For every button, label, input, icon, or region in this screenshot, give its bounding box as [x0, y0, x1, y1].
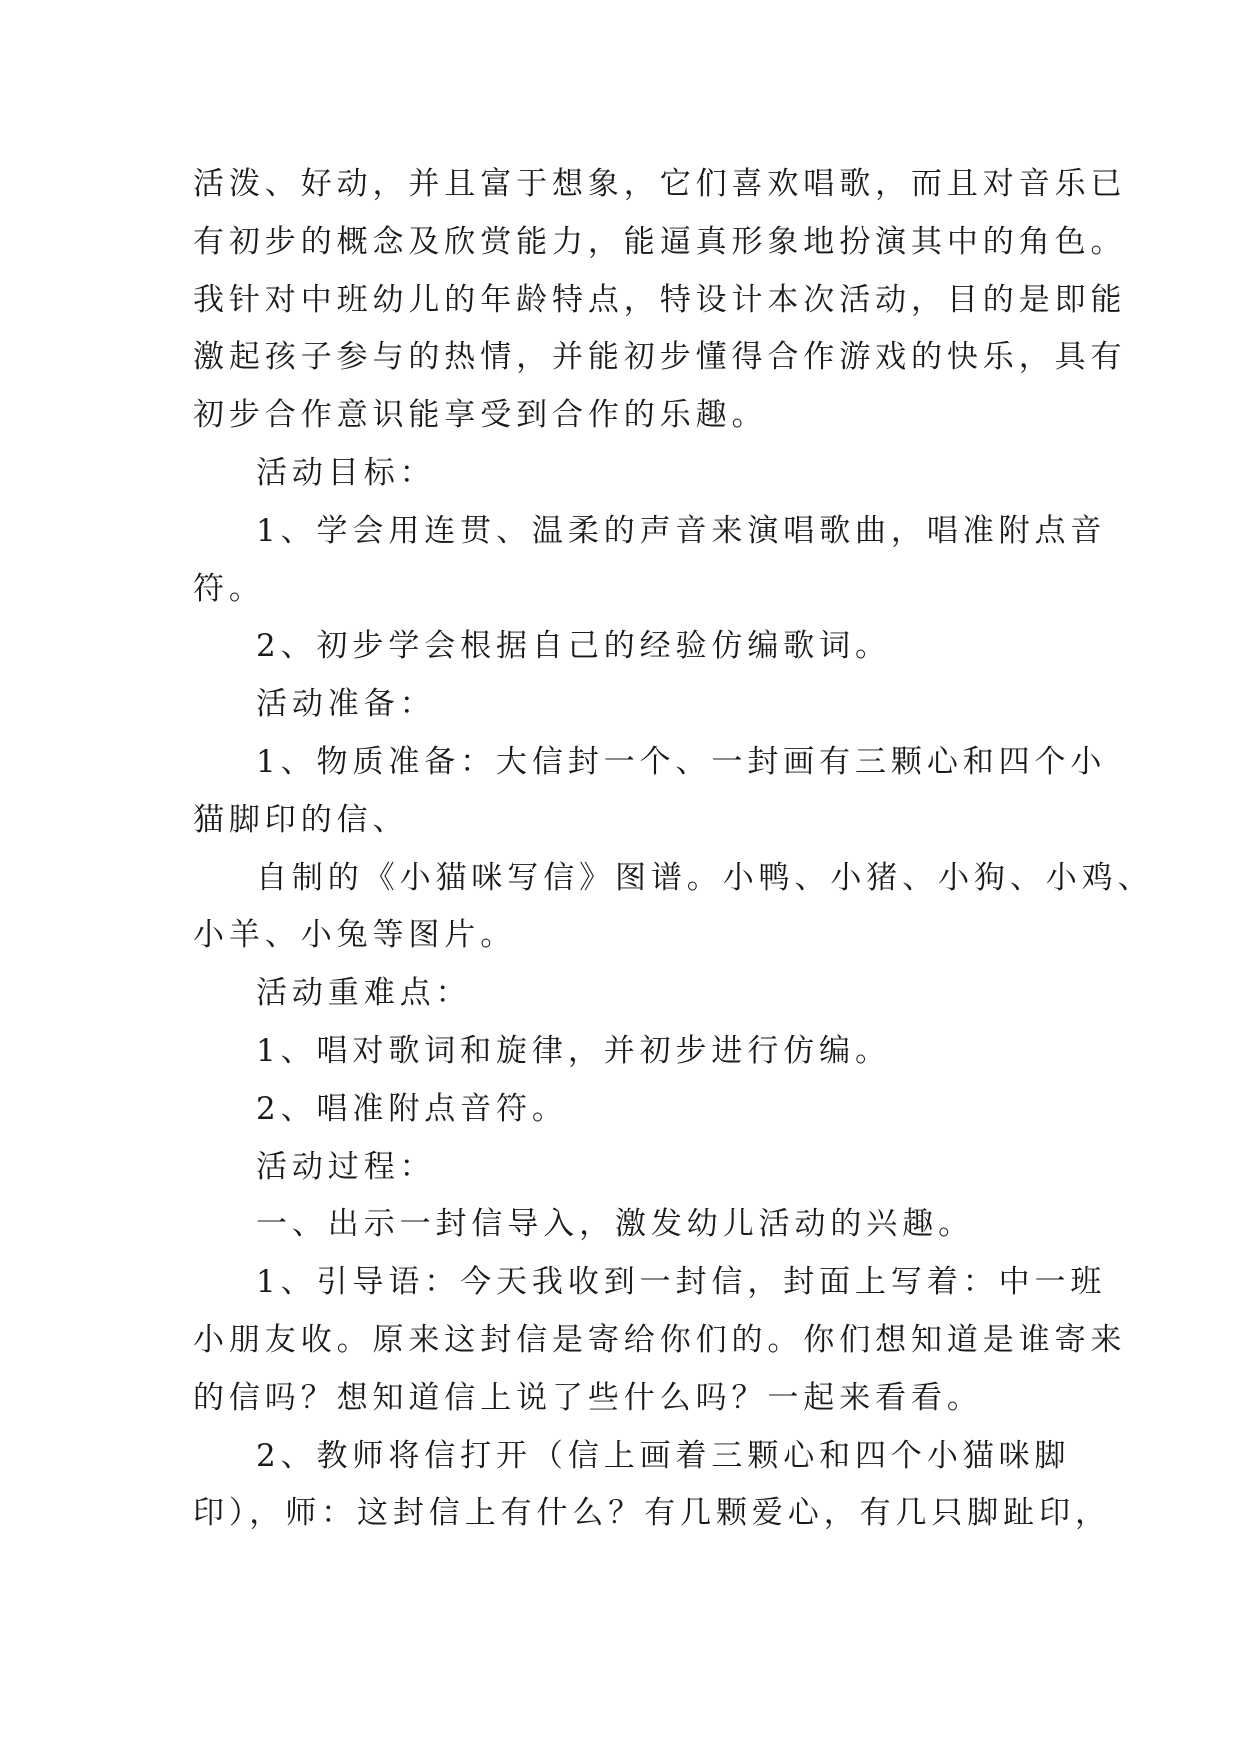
text-line: 自制的《小猫咪写信》图谱。小鸭、小猪、小狗、小鸡、 — [256, 859, 1154, 896]
text-line: 1、唱对歌词和旋律，并初步进行仿编。 — [256, 1032, 891, 1069]
section-heading-goals: 活动目标： — [256, 454, 436, 491]
text-line: 2、初步学会根据自己的经验仿编歌词。 — [256, 628, 891, 665]
section-heading-key-points: 活动重难点： — [256, 975, 472, 1012]
text-line: 一、出示一封信导入，激发幼儿活动的兴趣。 — [256, 1206, 974, 1243]
text-line: 活泼、好动，并且富于想象，它们喜欢唱歌，而且对音乐已 — [193, 166, 1127, 202]
text-line: 有初步的概念及欣赏能力，能逼真形象地扮演其中的角色。 — [193, 223, 1127, 260]
text-line: 1、物质准备：大信封一个、一封画有三颗心和四个小 — [256, 743, 1107, 780]
text-line: 小羊、小兔等图片。 — [193, 917, 517, 954]
text-line: 激起孩子参与的热情，并能初步懂得合作游戏的快乐，具有 — [193, 339, 1127, 376]
text-line: 1、学会用连贯、温柔的声音来演唱歌曲，唱准附点音 — [256, 512, 1107, 549]
section-heading-preparation: 活动准备： — [256, 686, 436, 723]
text-line: 2、唱准附点音符。 — [256, 1090, 568, 1127]
document-body — [193, 156, 1154, 1543]
text-line: 猫脚印的信、 — [193, 801, 409, 838]
text-line: 初步合作意识能享受到合作的乐趣。 — [193, 397, 768, 434]
text-line: 的信吗？想知道信上说了些什么吗？一起来看看。 — [193, 1379, 983, 1416]
text-line: 小朋友收。原来这封信是寄给你们的。你们想知道是谁寄来 — [193, 1321, 1127, 1358]
text-line: 我针对中班幼儿的年龄特点，特设计本次活动，目的是即能 — [193, 281, 1127, 318]
text-line: 符。 — [193, 570, 265, 607]
text-line: 印），师：这封信上有什么？有几颗爱心，有几只脚趾印， — [193, 1495, 1111, 1532]
text-line: 2、教师将信打开（信上画着三颗心和四个小猫咪脚 — [256, 1437, 1071, 1474]
text-line: 1、引导语：今天我收到一封信，封面上写着：中一班 — [256, 1264, 1107, 1301]
section-heading-process: 活动过程： — [256, 1148, 436, 1185]
